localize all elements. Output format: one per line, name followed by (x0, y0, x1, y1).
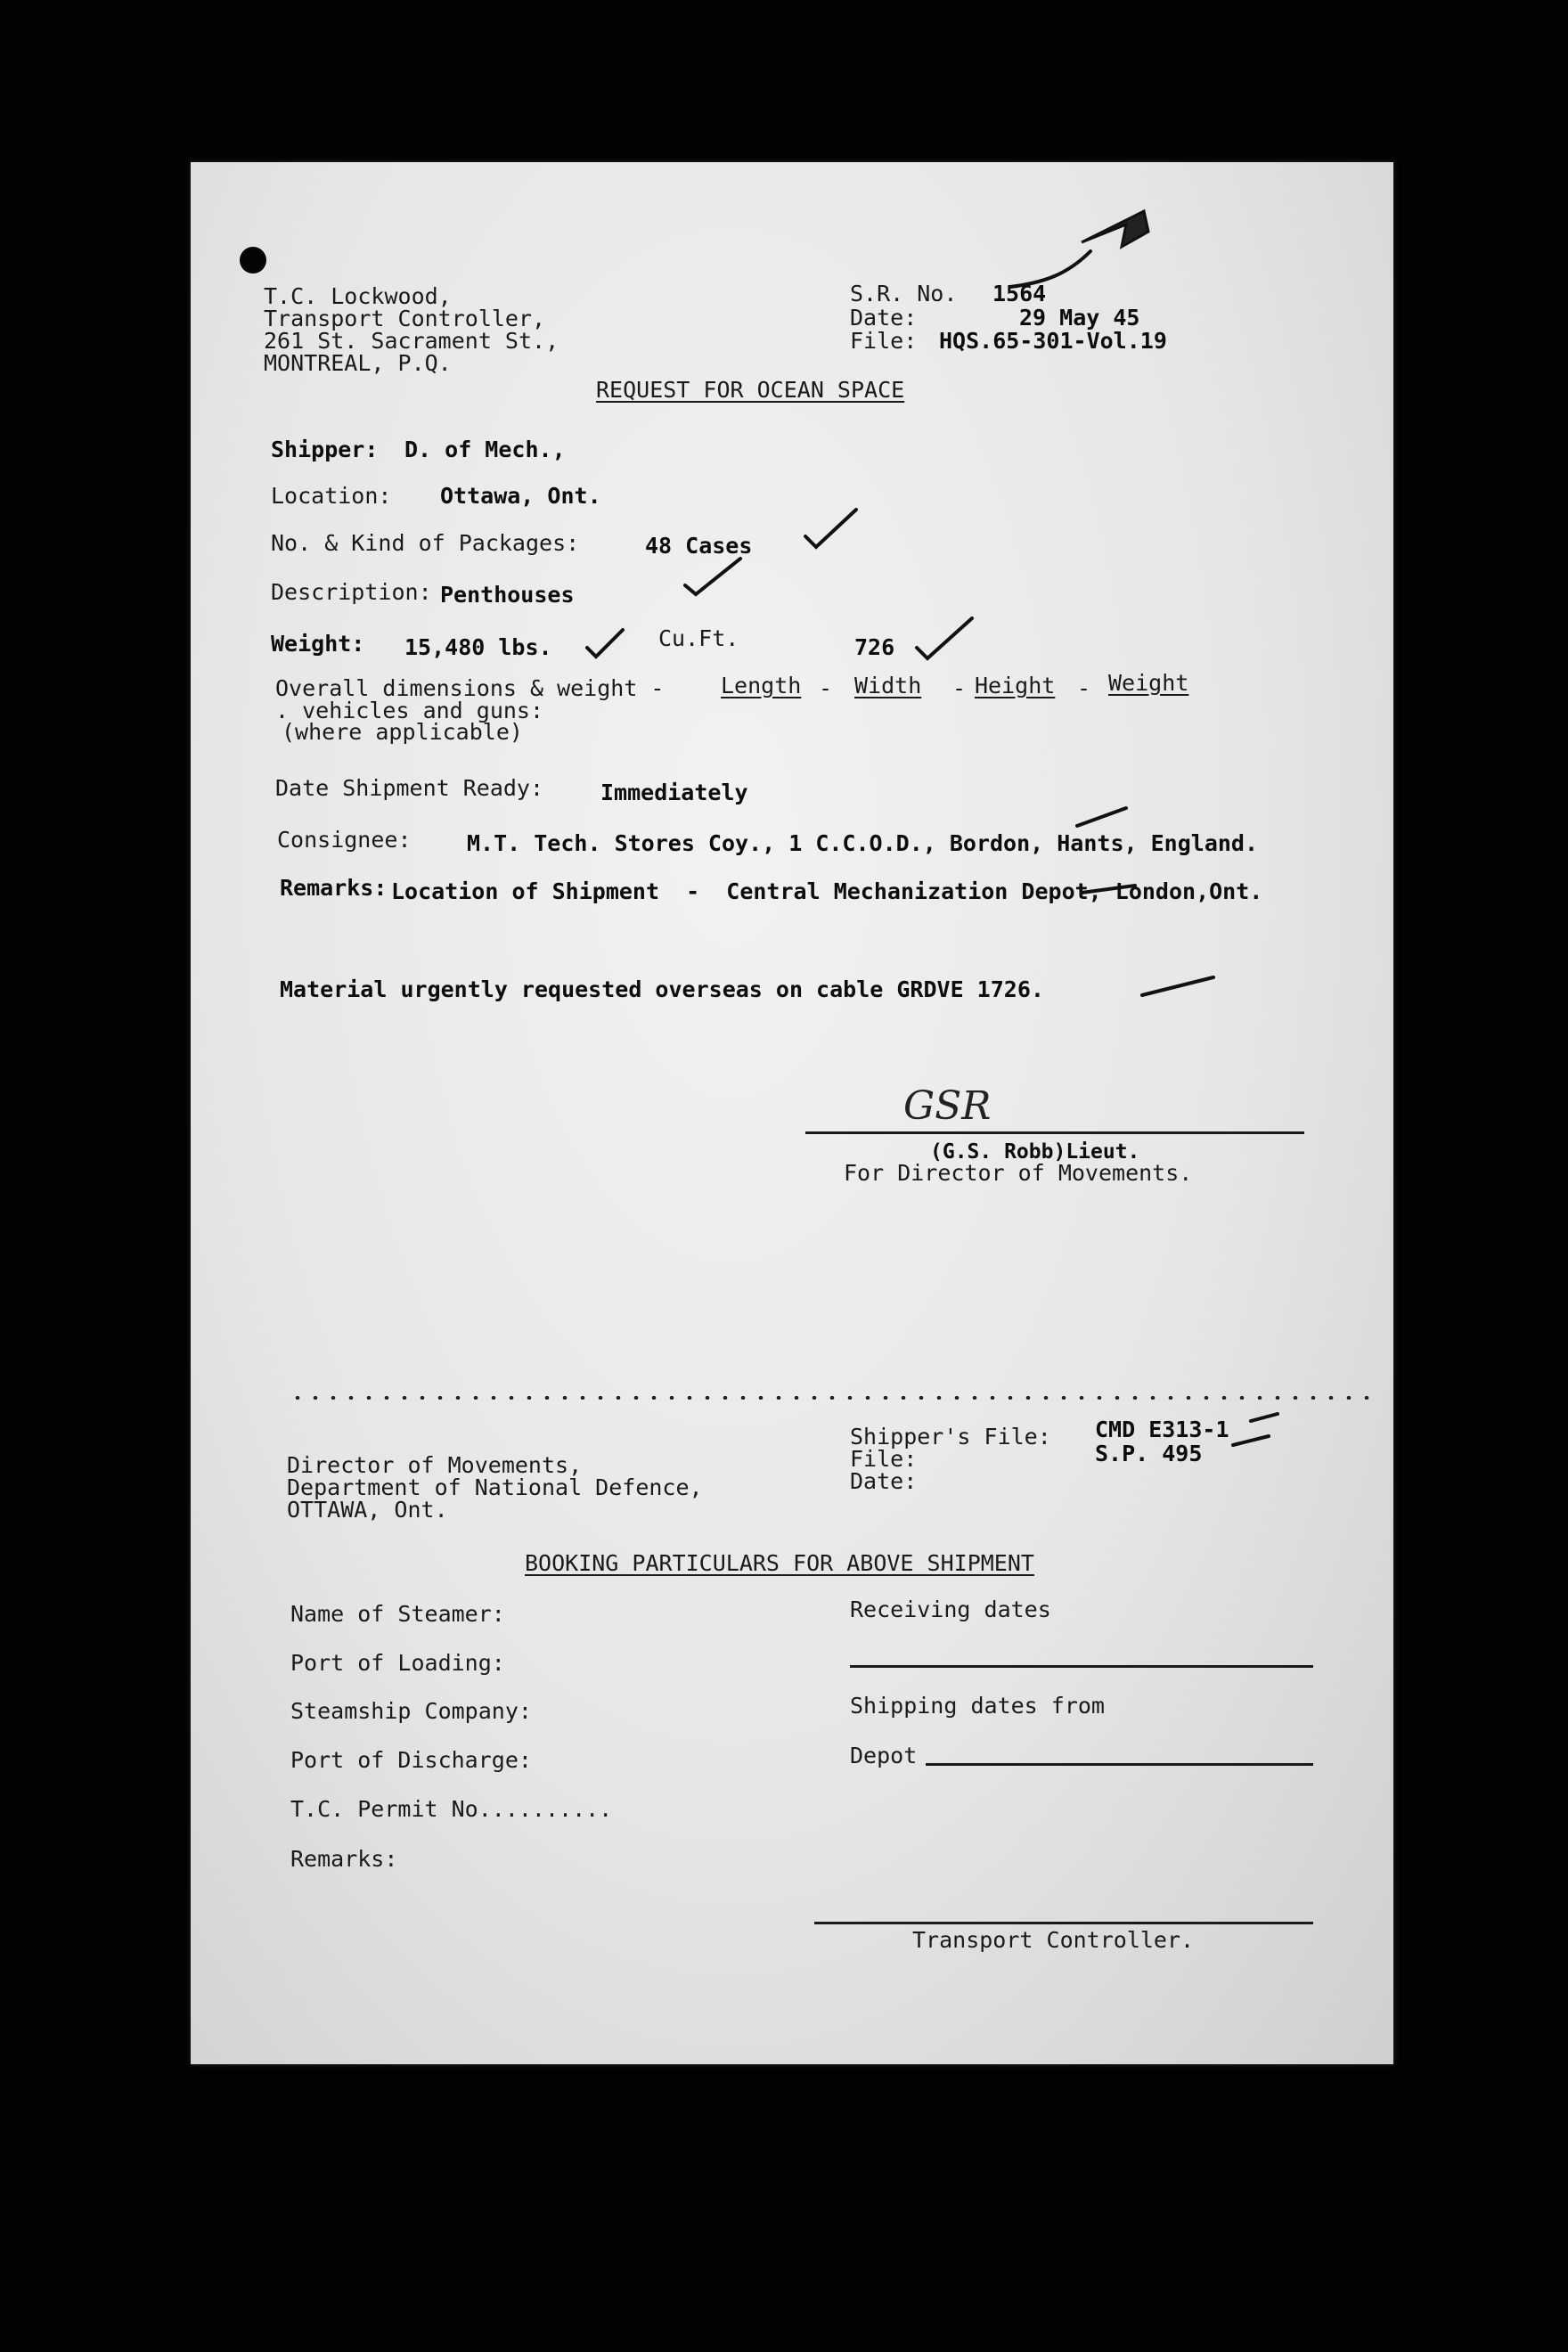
dotted-separator (289, 1396, 1376, 1400)
recipient-line-3: OTTAWA, Ont. (287, 1497, 448, 1523)
applicable-label: (where applicable) (282, 719, 523, 745)
signature-line (805, 1131, 1304, 1134)
loading-label: Port of Loading: (290, 1650, 505, 1676)
header-scribble (1082, 211, 1148, 247)
shipper-label: Shipper: (271, 437, 379, 462)
urgent-tick (1142, 977, 1213, 995)
dimensions-width: Width (854, 673, 922, 698)
company-label: Steamship Company: (290, 1698, 532, 1724)
packages-value: 48 Cases (645, 533, 753, 559)
page-title: REQUEST FOR OCEAN SPACE (596, 377, 905, 403)
weight-value: 15,480 lbs. (404, 634, 552, 660)
recipient-line-2: Department of National Defence, (287, 1474, 703, 1500)
packages-check-mark (805, 510, 856, 547)
signature-initials: GSR (903, 1083, 992, 1129)
transport-controller-label: Transport Controller. (912, 1927, 1195, 1953)
punch-hole (240, 247, 266, 274)
urgent-note: Material urgently requested overseas on cable GRDVE 1726. (280, 976, 1044, 1002)
date-value: 29 May 45 (1019, 305, 1140, 331)
weight-label: Weight: (271, 631, 365, 657)
recipient-line-1: Director of Movements, (287, 1452, 583, 1478)
ready-label: Date Shipment Ready: (275, 775, 544, 801)
shipping-dates-label: Shipping dates from (850, 1693, 1105, 1719)
dimensions-weight: Weight (1108, 670, 1189, 696)
dimensions-separator-2: - (952, 675, 967, 701)
permit-label: T.C. Permit No.......... (290, 1796, 613, 1822)
document-page (191, 162, 1393, 2064)
depot-line (926, 1763, 1313, 1766)
receiving-dates-label: Receiving dates (850, 1597, 1051, 1622)
dimensions-length: Length (721, 673, 802, 698)
cuft-value: 726 (854, 634, 895, 660)
booking-title: BOOKING PARTICULARS FOR ABOVE SHIPMENT (525, 1550, 1034, 1576)
remarks-value: Location of Shipment - Central Mechanization Depot, London,Ont. (391, 878, 1263, 904)
cuft-check-mark (917, 618, 972, 658)
ready-value: Immediately (600, 780, 748, 805)
consignee-check-mark (1077, 808, 1126, 826)
location-label: Location: (271, 483, 392, 509)
dimensions-separator-1: - (819, 675, 833, 701)
date-label: Date: (850, 305, 918, 331)
for-director-line: For Director of Movements. (844, 1160, 1193, 1186)
depot-label: Depot (850, 1743, 918, 1768)
cuft-label: Cu.Ft. (658, 625, 739, 651)
file-value: HQS.65-301-Vol.19 (939, 328, 1167, 354)
vehicles-label: . vehicles and guns: (275, 698, 544, 723)
signer-name: (G.S. Robb)Lieut. (930, 1140, 1140, 1164)
shippers-file-value: CMD E313-1 (1095, 1417, 1229, 1442)
consignee-label: Consignee: (277, 827, 412, 853)
shipper-value: D. of Mech., (404, 437, 566, 462)
reply-file-label: File: (850, 1446, 918, 1472)
shippers-file-label: Shipper's File: (850, 1424, 1051, 1450)
sr-value: 1564 (992, 281, 1047, 306)
sender-name: T.C. Lockwood, (264, 283, 452, 309)
reply-date-label: Date: (850, 1468, 918, 1494)
steamer-label: Name of Steamer: (290, 1601, 505, 1627)
reply-file-value: S.P. 495 (1095, 1441, 1203, 1466)
file-dash-2 (1233, 1436, 1269, 1445)
booking-remarks-label: Remarks: (290, 1846, 398, 1872)
sender-title: Transport Controller, (264, 306, 546, 331)
sender-city: MONTREAL, P.Q. (264, 350, 452, 376)
dimensions-separator-3: - (1077, 675, 1091, 701)
file-dash-1 (1251, 1414, 1278, 1421)
packages-label: No. & Kind of Packages: (271, 530, 580, 556)
sender-street: 261 St. Sacrament St., (264, 328, 559, 354)
dimensions-height: Height (975, 673, 1056, 698)
remarks-label: Remarks: (280, 875, 388, 901)
consignee-value: M.T. Tech. Stores Coy., 1 C.C.O.D., Bordon, Hants, England. (467, 830, 1259, 856)
controller-signature-line (814, 1922, 1313, 1924)
file-label: File: (850, 328, 918, 354)
description-value: Penthouses (440, 582, 575, 608)
sr-label: S.R. No. (850, 281, 958, 306)
receiving-dates-line (850, 1665, 1313, 1668)
weight-check-mark (587, 630, 623, 657)
description-check-mark (685, 559, 740, 594)
location-value: Ottawa, Ont. (440, 483, 601, 509)
discharge-label: Port of Discharge: (290, 1747, 532, 1773)
description-label: Description: (271, 579, 432, 605)
dimensions-label: Overall dimensions & weight - (275, 675, 665, 701)
